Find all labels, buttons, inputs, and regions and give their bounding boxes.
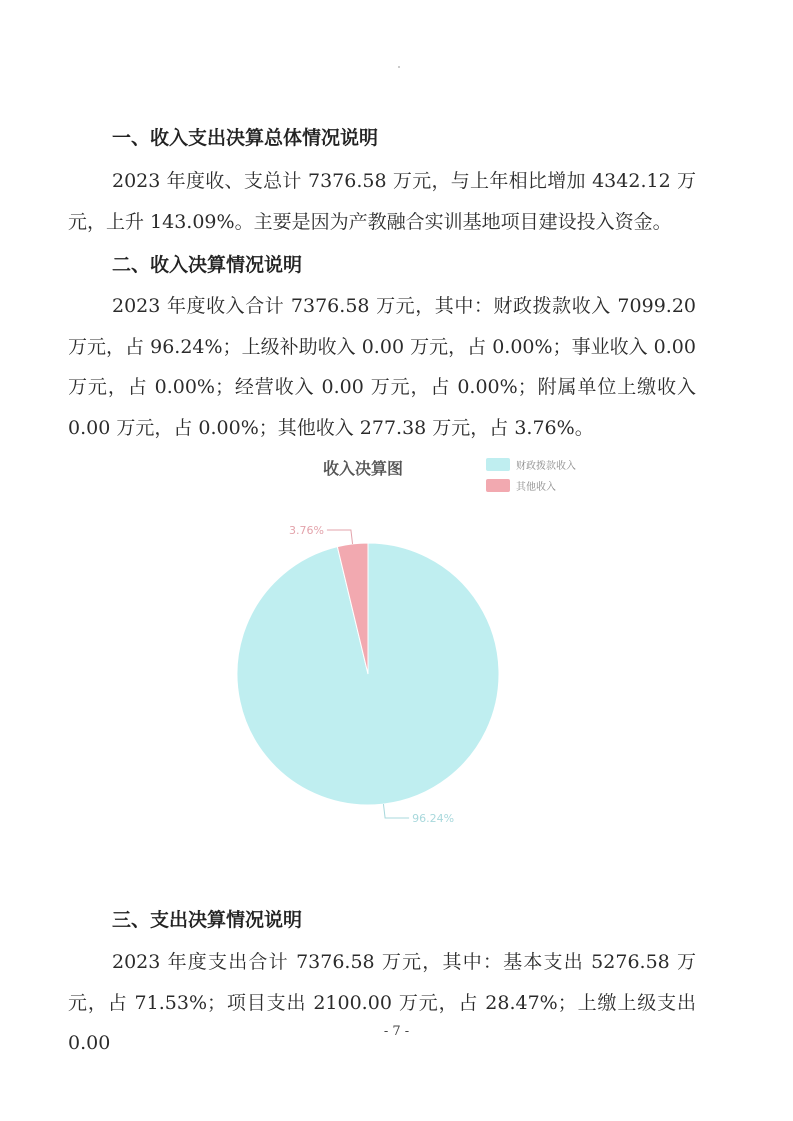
section-2-paragraph (68, 286, 696, 448)
section-3-text: 2023 年度支出合计 7376.58 万元，其中：基本支出 5276.58 万元，占 71.53%；项目支出 2100.00 万元，占 28.47%；上缴上级支出 0.00 (68, 951, 696, 1054)
pie-slices (237, 543, 499, 805)
chart-title: 收入决算图 (322, 459, 404, 478)
scan-mark (398, 66, 400, 68)
chart-legend (486, 458, 576, 493)
income-pie-chart (220, 448, 620, 828)
section-3-heading: 三、支出决算情况说明 (112, 909, 303, 931)
pie-label-1: 3.76% (288, 524, 324, 538)
section-2-text: 2023 年度收入合计 7376.58 万元，其中：财政拨款收入 7099.20 万元，占 96.24%；上级补助收入 0.00 万元，占 0.00%；事业收入 0.00 万元，占 0.00%；经营收入 0.00 万元，占 0.00%；附属单位上缴收入 0.00 万元，占 0.00%；其他收入 277.38 万元，占 3.76%。 (68, 295, 696, 439)
section-1-text: 2023 年度收、支总计 7376.58 万元，与上年相比增加 4342.12 万元，上升 143.09%。主要是因为产教融合实训基地项目建设投入资金。 (68, 170, 696, 233)
section-1-heading: 一、收入支出决算总体情况说明 (112, 127, 379, 149)
pie-leader-line-0 (383, 804, 409, 818)
legend-label-1: 其他收入 (516, 482, 556, 493)
pie-label-0: 96.24% (412, 811, 455, 825)
legend-label-0: 财政拨款收入 (516, 461, 576, 472)
page-number: - 7 - (383, 1024, 410, 1039)
legend-swatch-0 (486, 458, 510, 471)
section-1-paragraph (68, 161, 696, 242)
section-2-heading: 二、收入决算情况说明 (112, 254, 303, 276)
legend-swatch-1 (486, 479, 510, 492)
section-3-paragraph (68, 942, 696, 1064)
pie-leader-line-1 (327, 530, 353, 544)
